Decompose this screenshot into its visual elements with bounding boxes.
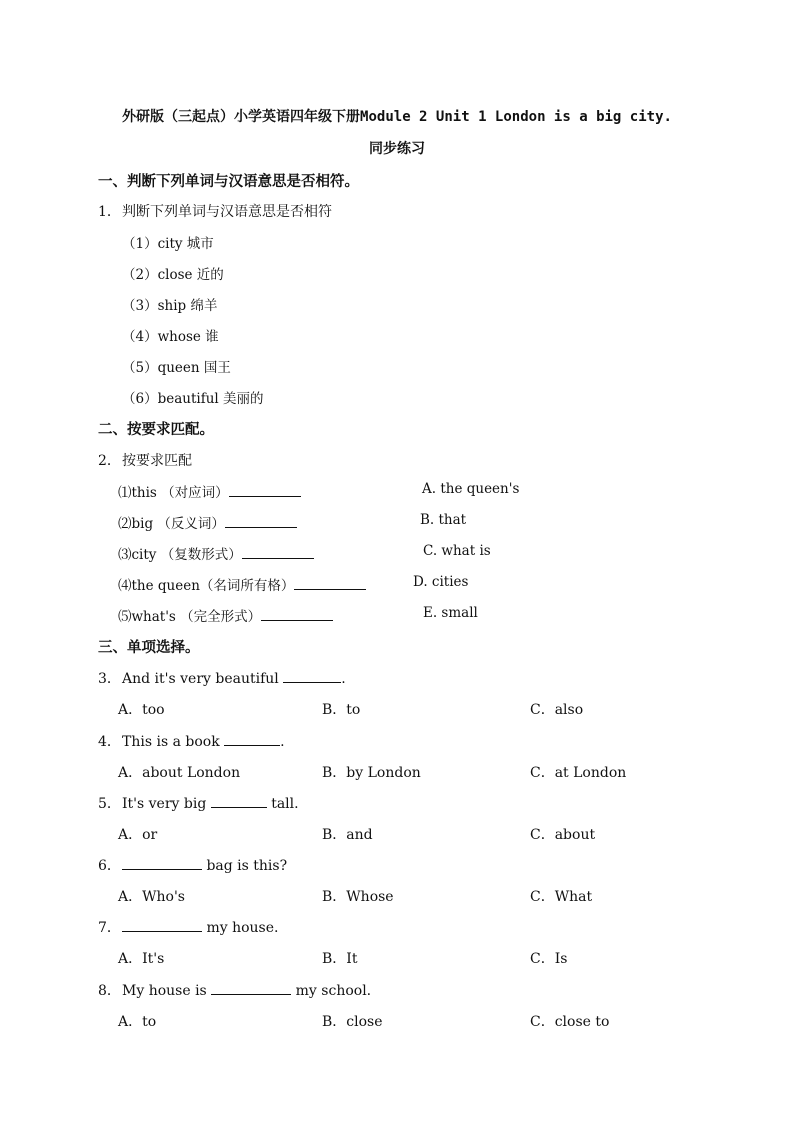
match-right-item: C. what is [423,543,491,559]
list-item: （1）city 城市 [122,236,214,252]
answer-blank[interactable] [122,857,202,870]
answer-blank[interactable] [261,608,333,621]
match-left-label: ⑷the queen（名词所有格） [118,578,295,594]
option-b[interactable]: B．by London [322,765,421,781]
question-text-after: . [280,734,285,750]
answer-blank[interactable] [122,919,202,932]
list-item: （2）close 近的 [122,267,224,283]
answer-blank[interactable] [211,982,291,995]
match-left-item [118,543,314,563]
option-b[interactable]: B．and [322,827,373,843]
answer-blank[interactable] [224,733,280,746]
match-left-item [118,605,333,625]
section-2-heading: 二、按要求匹配。 [98,422,214,438]
question-number: 5． [98,796,121,812]
match-left-label: ⑴this （对应词） [118,485,229,501]
match-right-item: B. that [420,512,467,528]
question-1 [98,201,332,221]
option-b[interactable]: B．Whose [322,889,394,905]
match-left-item [118,481,301,501]
question-number: 4． [98,734,121,750]
option-a[interactable]: A．to [118,1014,157,1030]
question-8 [98,980,371,1000]
match-right-item: D. cities [413,574,469,590]
match-left-label: ⑸what's （完全形式） [118,609,262,625]
option-a[interactable]: A．Who's [118,889,185,905]
option-c[interactable]: C．at London [530,765,627,781]
answer-blank[interactable] [229,484,301,497]
answer-blank[interactable] [211,795,267,808]
option-c[interactable]: C．also [530,702,584,718]
option-a[interactable]: A．about London [118,765,241,781]
option-a[interactable]: A．It's [118,951,165,967]
question-text-after: my house. [202,920,279,936]
list-item: （5）queen 国王 [122,360,231,376]
question-text-before: It's very big [122,796,211,812]
option-c[interactable]: C．about [530,827,596,843]
option-b[interactable]: B．close [322,1014,383,1030]
question-text: 判断下列单词与汉语意思是否相符 [122,204,332,220]
question-number: 8． [98,983,121,999]
option-a[interactable]: A．or [118,827,158,843]
question-number: 1． [98,204,121,220]
question-4 [98,731,285,751]
question-2 [98,450,192,470]
page-title: 外研版（三起点）小学英语四年级下册Module 2 Unit 1 London is a big city. [122,109,672,125]
list-item: （4）whose 谁 [122,329,219,345]
option-b[interactable]: B．to [322,702,361,718]
question-5 [98,793,299,813]
match-right-item: E. small [423,605,478,621]
question-text-after: my school. [291,983,372,999]
section-1-heading: 一、判断下列单词与汉语意思是否相符。 [98,174,359,190]
question-text-before: My house is [122,983,212,999]
list-item: （3）ship 绵羊 [122,298,218,314]
page-subtitle: 同步练习 [369,141,425,157]
match-left-item [118,512,297,532]
question-7 [98,917,278,937]
option-c[interactable]: C．close to [530,1014,610,1030]
match-left-item [118,574,366,594]
answer-blank[interactable] [242,546,314,559]
question-number: 7． [98,920,121,936]
section-3-heading: 三、单项选择。 [98,640,200,656]
question-text-after: tall. [266,796,299,812]
question-text-after: bag is this? [202,858,288,874]
answer-blank[interactable] [294,577,366,590]
list-item: （6）beautiful 美丽的 [122,391,264,407]
question-text-before: And it's very beautiful [122,671,284,687]
option-c[interactable]: C．Is [530,951,568,967]
question-number: 6． [98,858,121,874]
question-text-after: . [341,671,346,687]
option-a[interactable]: A．too [118,702,165,718]
option-c[interactable]: C．What [530,889,593,905]
question-number: 3． [98,671,121,687]
option-b[interactable]: B．It [322,951,358,967]
answer-blank[interactable] [225,515,297,528]
match-right-item: A. the queen's [422,481,520,497]
match-left-label: ⑵big （反义词） [118,516,225,532]
question-text: 按要求匹配 [122,453,192,469]
answer-blank[interactable] [283,670,341,683]
question-text-before: This is a book [122,734,225,750]
question-3 [98,668,346,688]
question-number: 2． [98,453,121,469]
question-6 [98,855,287,875]
match-left-label: ⑶city （复数形式） [118,547,242,563]
